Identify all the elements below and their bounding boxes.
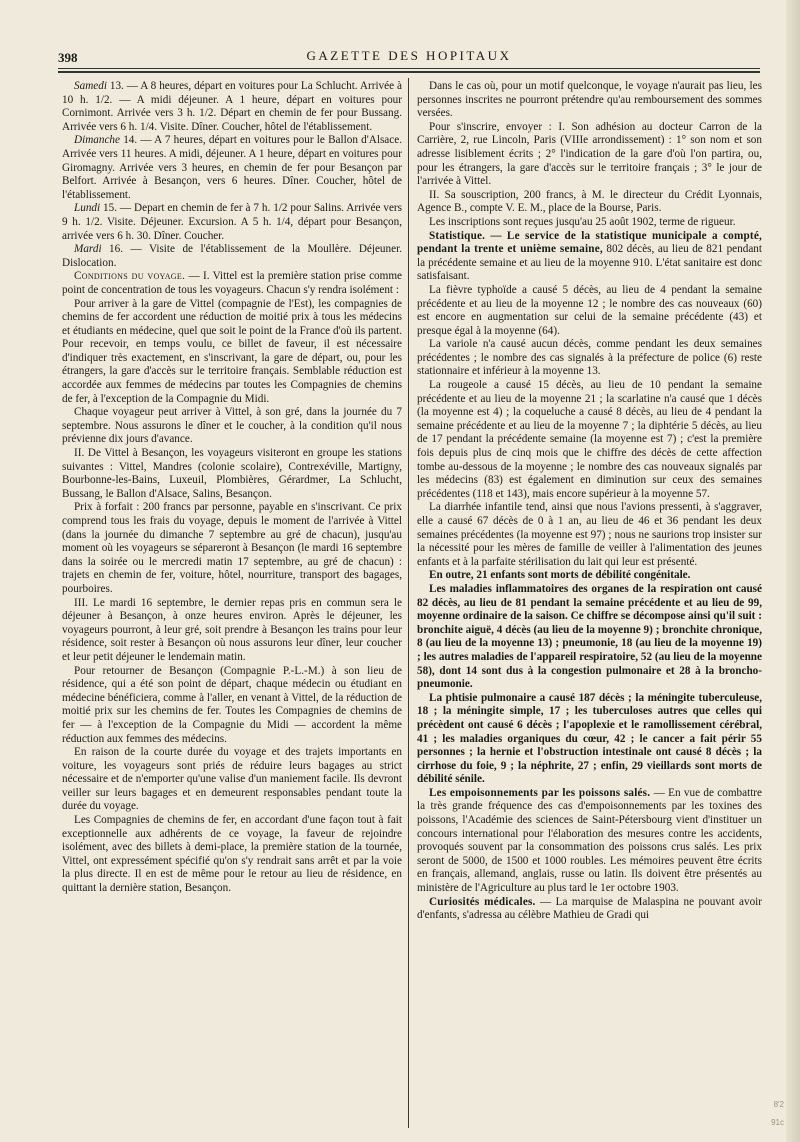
paragraph: La diarrhée infantile tend, ainsi que nous l'avions pressenti, à s'aggraver, elle a causé 67 décès de 0 à 1 an, au lieu de 46 et 36 pendant les deux semaines précédentes (la moyenne est 97) ; nous ne saurions trop insister sur la nécessité pour les mères de famille de veiller à l'alimentation des jeunes enfants et à la parfaite stérilisation du lait qui leur est présenté. bbox=[417, 501, 762, 568]
paragraph-text: — I. Vittel est la première station prise comme point de concentration de tous les voyageurs. Chacun s'y rendra isolément : bbox=[62, 270, 402, 296]
paragraph-text: 802 décès, au lieu de 821 pendant la précédente semaine et au lieu de la moyenne 910. L'état sanitaire est donc satisfaisant. bbox=[417, 243, 762, 283]
paragraph: La fièvre typhoïde a causé 5 décès, au lieu de 4 pendant la semaine précédente et au lieu de la moyenne 12 ; le nombre des cas nouveaux (60) est encore en augmentation sur celui de la semaine précédente (43) et presque égal à la moyenne (64). bbox=[417, 283, 762, 337]
paragraph: II. De Vittel à Besançon, les voyageurs visiteront en groupe les stations suivantes : Vittel, Mandres (colonie scolaire), Contrexéville, Martigny, Bourbonne-les-Bains, Luxeuil, Plombières, Gérardmer, La Schlucht, Bussang, le Ballon d'Alsace, Salins, Besançon. bbox=[62, 447, 402, 500]
section-heading: Statistique. — Le service de la statistique municipale a compté, pendant la trente et unième semaine, bbox=[417, 229, 762, 256]
paragraph: La phtisie pulmonaire a causé 187 décès ; la méningite tuberculeuse, 18 ; la méningite simple, 17 ; les tuberculoses autres que celles qui précèdent ont causé 6 décès ; l'apoplexie et le ramollissement cérébral, 41 ; les maladies organiques du cœur, 42 ; le cancer a fait périr 55 personnes ; la hernie et l'obstruction intestinale ont causé 8 décès ; la cirrhose du foie, 9 ; la néphrite, 27 ; enfin, 29 vieillards sont morts de débilité sénile. bbox=[417, 691, 762, 786]
paragraph: En raison de la courte durée du voyage et des trajets importants en voiture, les voyageurs sont priés de réduire leurs bagages au strict nécessaire et de n'emporter qu'une valise d'un maniement facile. Ils devront veiller sur leurs bagages et en demeurent responsables pendant toute la durée du voyage. bbox=[62, 746, 402, 813]
running-title: GAZETTE DES HOPITAUX bbox=[306, 48, 512, 63]
paragraph-text: 15. — Depart en chemin de fer à 7 h. 1/2 pour Salins. Arrivée vers 9 h. 1/2. Visite. Déjeuner. Excursion. A 5 h. 1/4, départ pour Besançon, arrivée vers 6 h. 30. Dîner. Coucher. bbox=[62, 202, 402, 242]
day-label: Mardi bbox=[74, 243, 102, 256]
paragraph: Les maladies inflammatoires des organes de la respiration ont causé 82 décès, au lieu de 81 pendant la semaine précédente et au lieu de 99, moyenne ordinaire de la saison. Ce chiffre se décompose ainsi qu'il suit : bronchite aiguë, 4 décès (au lieu de la moyenne 9) ; bronchite chronique, 8 (au lieu de la moyenne 13) ; pneumonie, 18 (au lieu de la moyenne 19) ; les autres maladies de l'appareil respiratoire, 52 (au lieu de la moyenne 58), dont 14 sont dus à la congestion pulmonaire et 28 à la broncho-pneumonie. bbox=[417, 582, 762, 691]
paragraph: En outre, 21 enfants sont morts de débilité congénitale. bbox=[429, 569, 691, 582]
paragraph: La rougeole a causé 15 décès, au lieu de 10 pendant la semaine précédente et au lieu de la moyenne 21 ; la scarlatine n'a causé que 1 décès (la moyenne est 4) ; la coqueluche a causé 8 décès, au lieu de 4 pendant la semaine précédente et au lieu de la moyenne 7 ; la diphtérie 5 décès, au lieu de 17 pendant la précédente semaine (la moyenne est 7) ; c'est la première fois depuis plus de cinq mois que le chiffre des décès de cette affection tombe au-dessous de la moyenne ; le nombre des cas nouveaux signalés par les médecins (83) est également en diminution sur ceux des semaines précédentes (118 et 143), mais encore supérieur à la moyenne 57. bbox=[417, 379, 762, 500]
margin-note: 8'2 bbox=[773, 1100, 784, 1109]
page-header bbox=[58, 44, 760, 68]
paragraph-text: 16. — Visite de l'établissement de la Moullère. Déjeuner. Dislocation. bbox=[62, 243, 402, 269]
paragraph: II. Sa souscription, 200 francs, à M. le directeur du Crédit Lyonnais, Agence B., compte V. E. M., place de la Bourse, Paris. bbox=[417, 188, 762, 215]
section-heading: Curiosités médicales. bbox=[429, 895, 536, 908]
section-heading: Conditions du voyage. bbox=[74, 270, 186, 283]
paragraph bbox=[417, 896, 762, 923]
page-number: 398 bbox=[58, 50, 78, 65]
paragraph: Pour s'inscrire, envoyer : I. Son adhésion au docteur Carron de la Carrière, 2, rue Lincoln, Paris (VIIIe arrondissement) : 1° son nom et son adresse lisiblement écrits ; 2° l'indication de la gare d'où l'on partira, ou, pour les étrangers, la gare d'accès sur le territoire français ; 3° le jour de l'arrivée à Vittel. bbox=[417, 120, 762, 188]
paragraph bbox=[62, 134, 402, 202]
column-divider bbox=[408, 78, 409, 1128]
paragraph bbox=[62, 202, 402, 243]
section-heading: Les empoisonnements par les poissons salés. bbox=[429, 786, 651, 799]
paragraph: III. Le mardi 16 septembre, le dernier repas pris en commun sera le déjeuner à Besançon, à onze heures environ. Après le déjeuner, les voyageurs pourront, à leur gré, soit prendre à Besançon les trains pour leur résidence, soit rester à Besançon où nous assurons leur dîner, leur coucher et leur petit déjeuner le lendemain matin. bbox=[62, 596, 402, 663]
header-double-rule bbox=[58, 71, 760, 73]
paragraph: Chaque voyageur peut arriver à Vittel, à son gré, dans la journée du 7 septembre. Nous assurons le dîner et le coucher, à la condition qu'il nous prévienne dix jours d'avance. bbox=[62, 406, 402, 446]
paragraph: Les Compagnies de chemins de fer, en accordant d'une façon tout à fait exceptionnelle aux adhérents de ce voyage, la faveur de rejoindre isolément, avec des billets à demi-place, la première station de la tournée, Vittel, ont expressément spécifié qu'on s'y rendrait sans arrêt et par la voie la plus directe. Il en est de même pour le retour au lieu de résidence, en quittant la dernière station, Besançon. bbox=[62, 814, 402, 895]
day-label: Samedi bbox=[74, 80, 107, 92]
paragraph: Pour arriver à la gare de Vittel (compagnie de l'Est), les compagnies de chemins de fer accordent une réduction de moitié prix à tous les médecins et étudiants en médecine, quel que soit le point de la France d'où ils partent. Pour recevoir, en temps voulu, ce billet de faveur, il est nécessaire d'indiquer très exactement, en s'inscrivant, la gare de départ, ou, pour les étrangers, la gare d'accès sur le territoire français. Semblable réduction est accordée aux femmes de médecins par toutes les Compagnies de chemins de fer, à l'exception de la Compagnie du Midi. bbox=[62, 297, 402, 405]
left-column bbox=[62, 80, 402, 896]
day-label: Lundi bbox=[74, 202, 101, 215]
paragraph: Prix à forfait : 200 francs par personne, payable en s'inscrivant. Ce prix comprend tous les frais du voyage, depuis le moment de l'arrivée à Vittel (dans la journée du dimanche 7 septembre au gré de chacun), jusqu'au moment où les voyageurs se sépareront à Besançon (le mardi 16 septembre dans la soirée ou le mercredi matin 17 septembre, au gré de chacun) : trajets en chemin de fer, voiture, hôtel, nourriture, transport des bagages, pourboires. bbox=[62, 501, 402, 595]
paragraph bbox=[417, 230, 762, 284]
paragraph bbox=[62, 243, 402, 270]
paragraph: La variole n'a causé aucun décès, comme pendant les deux semaines précédentes ; le nombre des cas signalés à la préfecture de police (6) reste stationnaire et inférieur à la moyenne 13. bbox=[417, 338, 762, 378]
day-label: Dimanche bbox=[74, 134, 120, 147]
paragraph bbox=[62, 270, 402, 297]
paragraph-text: 13. — A 8 heures, départ en voitures pour La Schlucht. Arrivée à 10 h. 1/2. — A midi déjeuner. A 1 heure, départ en voitures pour Cornimont. Arrivée vers 3 h. 1/2. Départ en chemin de fer pour Bussang. Arrivée vers 6 h. 1/4. Visite. Dîner. Coucher, hôtel de l'établissement. bbox=[62, 80, 402, 133]
paragraph: Dans le cas où, pour un motif quelconque, le voyage n'aurait pas lieu, les personnes inscrites ne pourront prétendre qu'au remboursement des sommes versées. bbox=[417, 80, 762, 120]
paragraph-text: — En vue de combattre la très grande fréquence des cas d'empoisonnements par les toxines des poissons, l'Académie des sciences de Saint-Pétersbourg vient d'instituer un concours international pour l'élaboration des mesures contre les accidents, provoqués souvent par la consommation des poissons crus salés. Les prix seront de 5000, de 1500 et 1000 roubles. Les mémoires peuvent être écrits en français, allemand, anglais, russe ou latin. Ils doivent être présentés au ministère de l'Agriculture au plus tard le 1er octobre 1903. bbox=[417, 786, 763, 895]
page-edge-shadow bbox=[786, 0, 800, 1142]
paragraph-text: 14. — A 7 heures, départ en voitures pour le Ballon d'Alsace. Arrivée vers 11 heures. A midi, déjeuner. A 1 heure, départ en voitures pour Giromagny. Arrivée vers 3 heures, en chemin de fer pour Besançon par Belfort. Arrivée à Besançon, vers 6 heures. Dîner. Coucher, hôtel de l'établissement. bbox=[62, 134, 402, 201]
right-column bbox=[417, 80, 762, 923]
margin-note: 91c bbox=[771, 1118, 784, 1127]
header-rule bbox=[58, 68, 760, 69]
paragraph: Pour retourner de Besançon (Compagnie P.-L.-M.) à son lieu de résidence, qui a été son point de départ, chaque médecin ou étudiant en médecine bénéficiera, comme à l'aller, en venant à Vittel, de la réduction de moitié prix sur les chemins de fer. Toutes les Compagnies de chemins de fer — à l'exception de la Compagnie du Midi — accordent la même réduction aux femmes des médecins. bbox=[62, 664, 402, 745]
paragraph-text: — La marquise de Malaspina ne pouvant avoir d'enfants, s'adressa au célèbre Mathieu de Gradi qui bbox=[417, 895, 762, 922]
paragraph bbox=[62, 80, 402, 134]
paragraph: Les inscriptions sont reçues jusqu'au 25 août 1902, terme de rigueur. bbox=[429, 215, 736, 228]
paragraph bbox=[417, 787, 762, 896]
